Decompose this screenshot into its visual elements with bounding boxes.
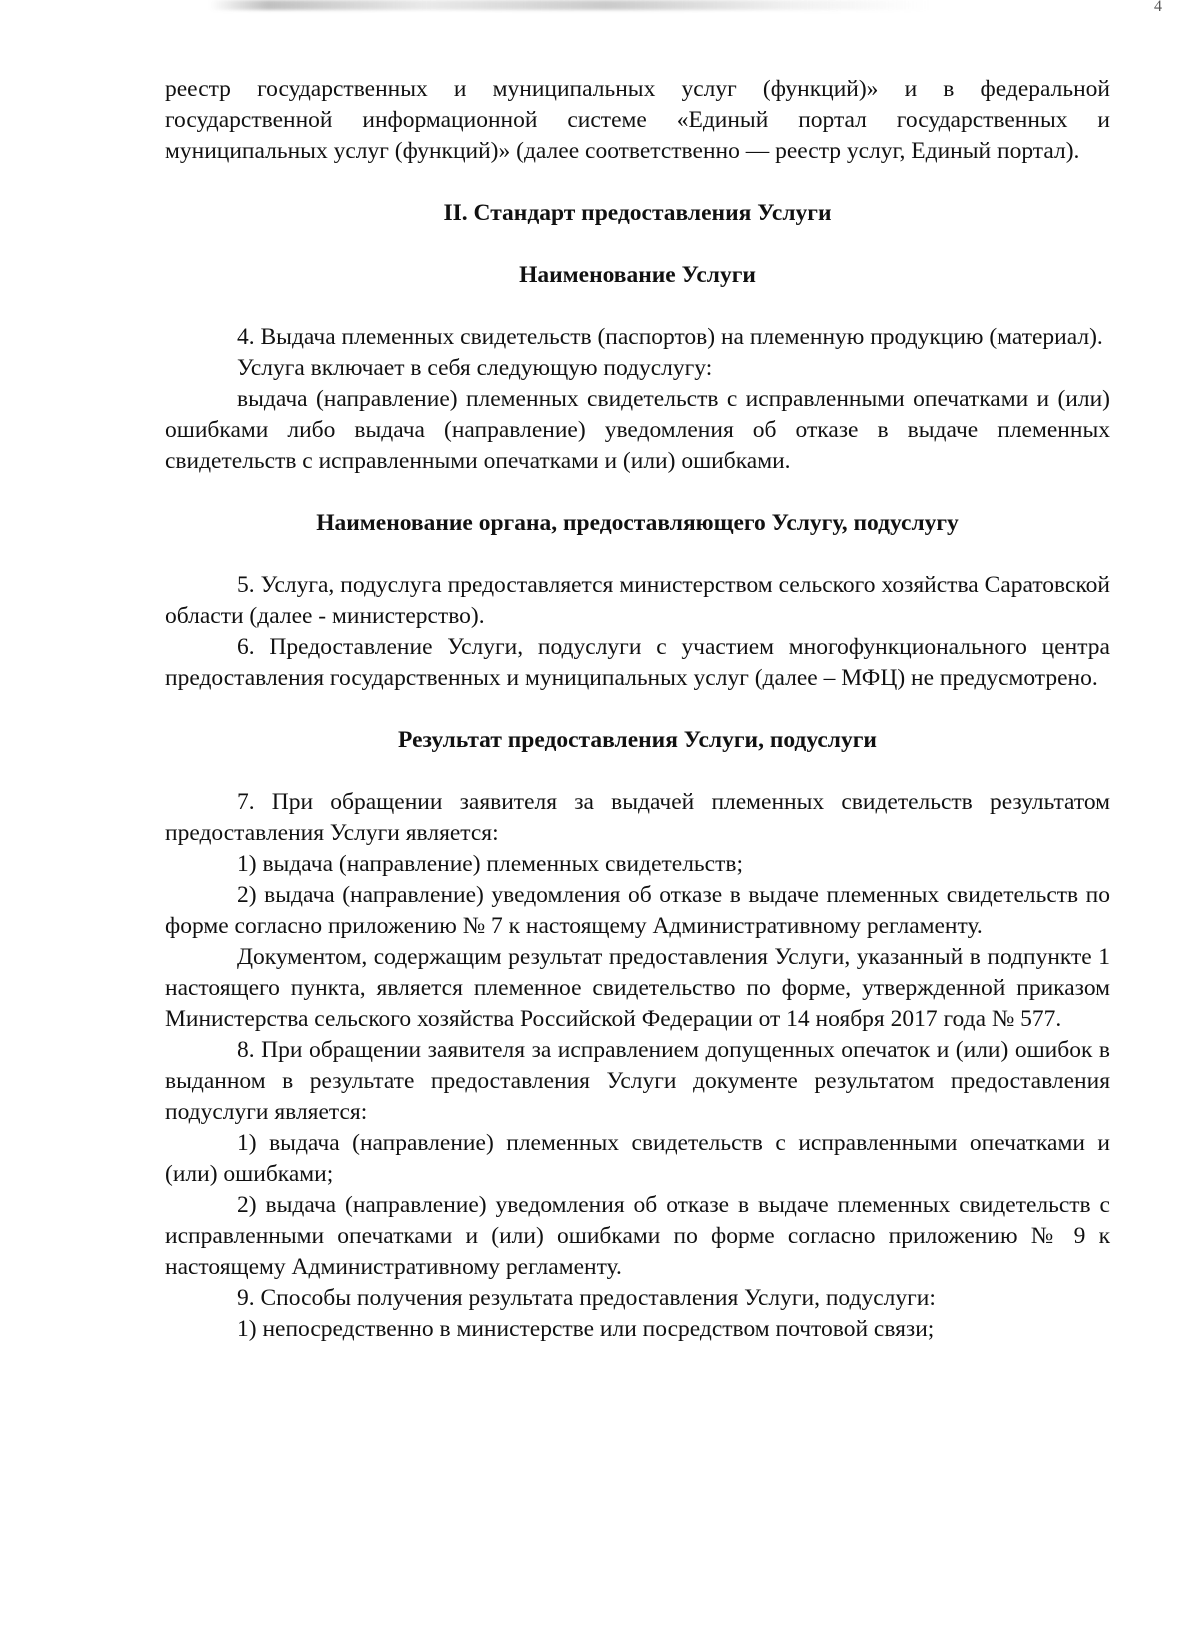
heading-authority: Наименование органа, предоставляющего Услугу, подуслугу (316, 510, 959, 536)
heading-service-name: Наименование Услуги (519, 262, 756, 288)
heading-result: Результат предоставления Услуги, подуслуги (398, 727, 877, 753)
page-corner-mark: 4 (1154, 0, 1162, 15)
paragraph-4: 4. Выдача племенных свидетельств (паспортов) на племенную продукцию (материал). (237, 324, 1103, 350)
paragraph-8-item-1: 1) выдача (направление) племенных свидетельств с исправленными опечатками и (или) ошибками; (165, 1130, 1110, 1187)
paragraph-8: 8. При обращении заявителя за исправлением допущенных опечаток и (или) ошибок в выданном в результате предоставления Услуги документе результатом предоставления подуслуги является: (165, 1037, 1110, 1125)
paragraph-9: 9. Способы получения результата предоставления Услуги, подуслуги: (237, 1285, 936, 1311)
paragraph-subservice-intro: Услуга включает в себя следующую подуслугу: (237, 355, 713, 381)
section-title: II. Стандарт предоставления Услуги (443, 200, 832, 226)
paragraph-7-item-2: 2) выдача (направление) уведомления об отказе в выдаче племенных свидетельств по форме согласно приложению № 7 к настоящему Административному регламенту. (165, 882, 1110, 939)
paragraph-9-item-1: 1) непосредственно в министерстве или посредством почтовой связи; (237, 1316, 935, 1342)
paragraph-7: 7. При обращении заявителя за выдачей племенных свидетельств результатом предоставления Услуги является: (165, 789, 1110, 846)
document-body (165, 74, 1110, 1345)
paragraph-subservice: выдача (направление) племенных свидетельств с исправленными опечатками и (или) ошибками либо выдача (направление) уведомления об отказе в выдаче племенных свидетельств с исправленными опечатками и (или) ошибками. (165, 386, 1110, 474)
paragraph-7-item-1: 1) выдача (направление) племенных свидетельств; (237, 851, 743, 877)
scan-artifact (210, 0, 930, 10)
paragraph-6: 6. Предоставление Услуги, подуслуги с участием многофункционального центра предоставления государственных и муниципальных услуг (далее – МФЦ) не предусмотрено. (165, 634, 1110, 691)
intro-paragraph: реестр государственных и муниципальных услуг (функций)» и в федеральной государственной информационной системе «Единый портал государственных и муниципальных услуг (функций)» (далее соответственно — реестр услуг, Единый портал). (165, 76, 1110, 164)
paragraph-5: 5. Услуга, подуслуга предоставляется министерством сельского хозяйства Саратовской области (далее - министерство). (165, 572, 1110, 629)
paragraph-8-item-2: 2) выдача (направление) уведомления об отказе в выдаче племенных свидетельств с исправленными опечатками и (или) ошибками по форме согласно приложению № 9 к настоящему Административному регламенту. (165, 1192, 1110, 1280)
paragraph-7-document: Документом, содержащим результат предоставления Услуги, указанный в подпункте 1 настоящего пункта, является племенное свидетельство по форме, утвержденной приказом Министерства сельского хозяйства Российской Федерации от 14 ноября 2017 года № 577. (165, 944, 1110, 1032)
